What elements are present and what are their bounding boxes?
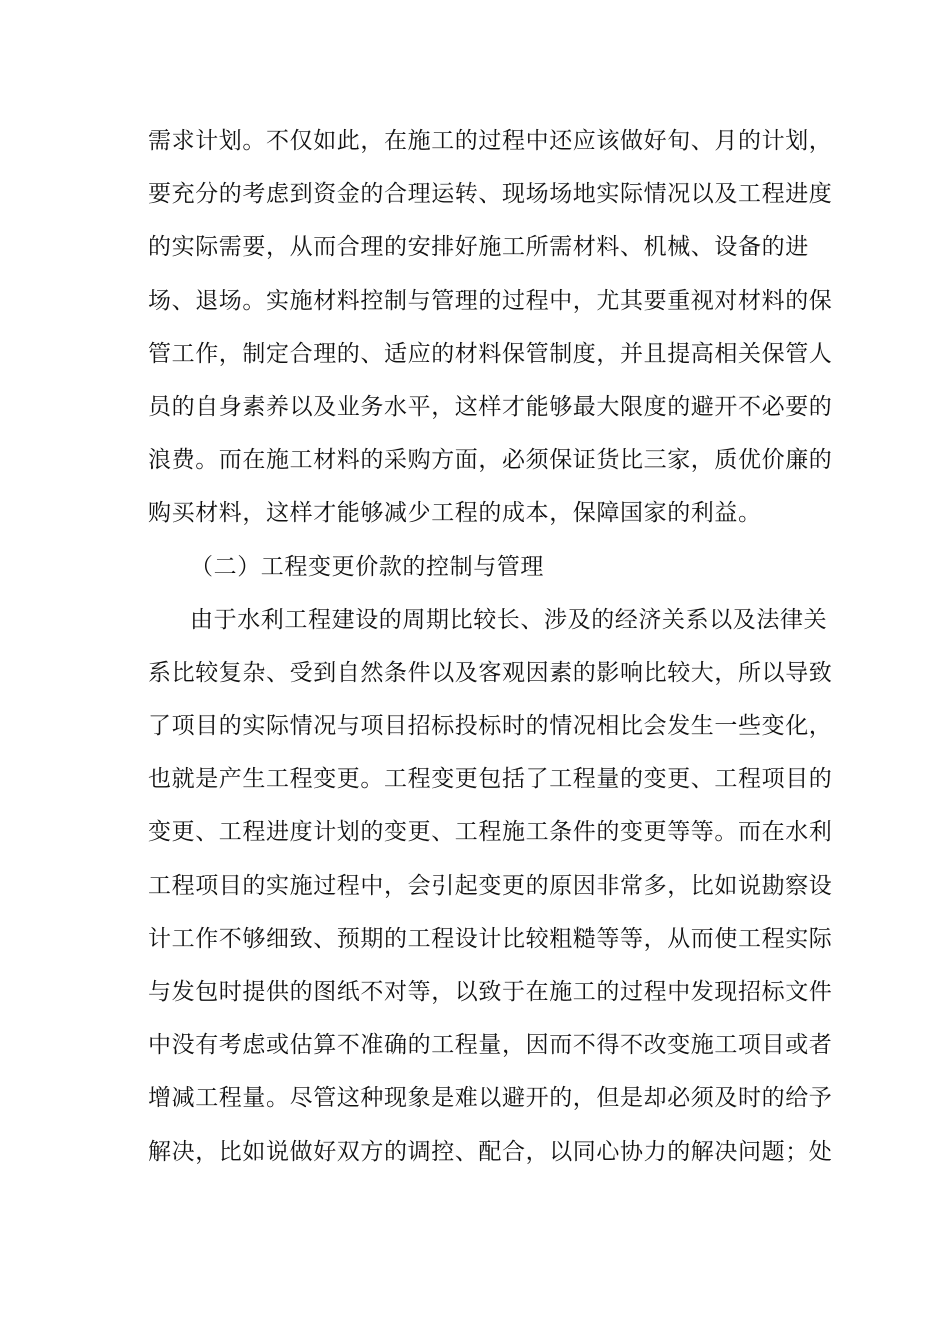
text-line: 也就是产生工程变更。工程变更包括了工程量的变更、工程项目的 [148, 766, 833, 793]
text-line: 的实际需要，从而合理的安排好施工所需材料、机械、设备的进 [148, 234, 809, 261]
text-line: 计工作不够细致、预期的工程设计比较粗糙等等，从而使工程实际 [148, 925, 833, 952]
text-line: 要充分的考虑到资金的合理运转、现场场地实际情况以及工程进度 [148, 181, 833, 208]
text-line: 了项目的实际情况与项目招标投标时的情况相比会发生一些变化， [148, 713, 833, 740]
text-line: 工程项目的实施过程中，会引起变更的原因非常多，比如说勘察设 [148, 872, 833, 899]
text-line: 与发包时提供的图纸不对等，以致于在施工的过程中发现招标文件 [148, 979, 833, 1005]
text-line: 需求计划。不仅如此，在施工的过程中还应该做好旬、月的计划， [148, 128, 833, 154]
text-line: 变更、工程进度计划的变更、工程施工条件的变更等等。而在水利 [148, 819, 833, 846]
text-line: 中没有考虑或估算不准确的工程量，因而不得不改变施工项目或者 [148, 1032, 833, 1059]
text-line: 由于水利工程建设的周期比较长、涉及的经济关系以及法律关 [190, 606, 828, 633]
text-line: 系比较复杂、受到自然条件以及客观因素的影响比较大，所以导致 [148, 659, 833, 686]
text-line: 场、退场。实施材料控制与管理的过程中，尤其要重视对材料的保 [148, 287, 833, 314]
body-text [148, 115, 833, 1179]
text-line: 解决，比如说做好双方的调控、配合，以同心协力的解决问题；处 [148, 1138, 833, 1165]
text-line: 浪费。而在施工材料的采购方面，必须保证货比三家，质优价廉的 [148, 447, 833, 474]
text-line: 购买材料，这样才能够减少工程的成本，保障国家的利益。 [148, 500, 762, 527]
text-line: 增减工程量。尽管这种现象是难以避开的，但是却必须及时的给予 [148, 1085, 833, 1112]
text-line: 员的自身素养以及业务水平，这样才能够最大限度的避开不必要的 [148, 393, 833, 420]
text-line: 管工作，制定合理的、适应的材料保管制度，并且提高相关保管人 [148, 340, 833, 367]
section-heading: （二）工程变更价款的控制与管理 [190, 553, 544, 580]
